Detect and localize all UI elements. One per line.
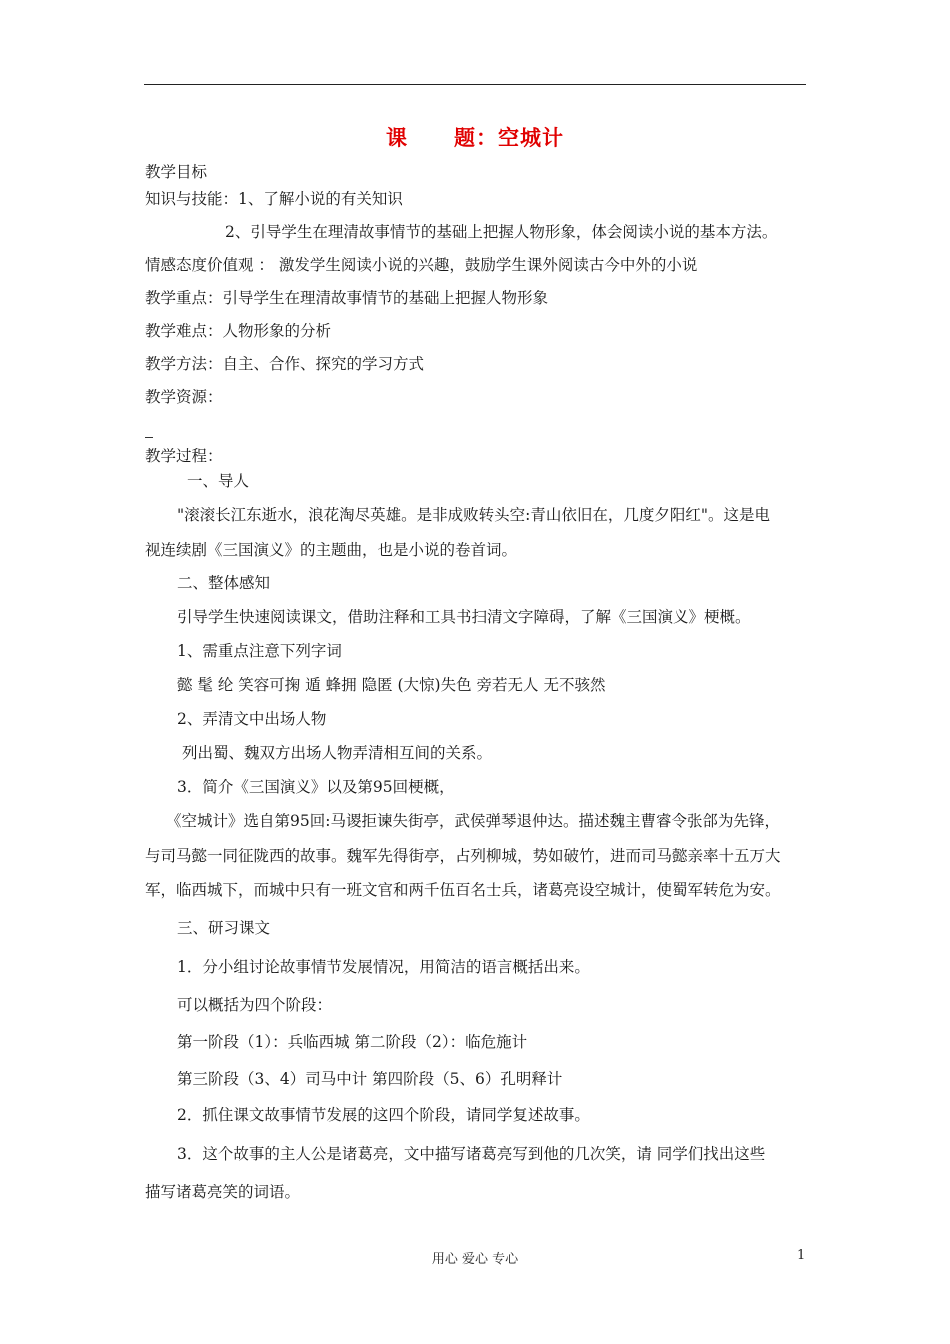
knowledge-skills-line: 知识与技能：1、了解小说的有关知识 — [145, 190, 403, 208]
study-item-1: 1．分小组讨论故事情节发展情况，用简洁的语言概括出来。 — [177, 958, 590, 976]
knowledge-skills-line-2: 2、引导学生在理清故事情节的基础上把握人物形象，体会阅读小说的基本方法。 — [225, 223, 778, 241]
study-item-3-line-2: 描写诸葛亮笑的词语。 — [145, 1183, 301, 1201]
page-number: 1 — [797, 1248, 806, 1263]
blank-dash — [145, 437, 153, 438]
footer-motto: 用心 爱心 专心 — [431, 1252, 519, 1267]
teaching-focus-line: 教学重点：引导学生在理清故事情节的基础上把握人物形象 — [145, 289, 549, 307]
study-item-3-line-1: 3．这个故事的主人公是诸葛亮，文中描写诸葛亮写到他的几次笑，请 同学们找出这些 — [177, 1145, 766, 1163]
study-stages-row-1: 第一阶段（1）：兵临西城 第二阶段（2）：临危施计 — [177, 1033, 528, 1051]
emotion-values-line: 情感态度价值观 ： 激发学生阅读小说的兴趣，鼓励学生课外阅读古今中外的小说 — [145, 256, 698, 274]
teaching-resources-line: 教学资源： — [145, 388, 223, 406]
study-stages-intro: 可以概括为四个阶段： — [177, 996, 333, 1014]
paragraph-overview: 引导学生快速阅读课文，借助注释和工具书扫清文字障碍，了解《三国演义》梗概。 — [177, 608, 751, 626]
teaching-process-heading: 教学过程： — [145, 447, 223, 465]
study-stages-row-2: 第三阶段（3、4）司马中计 第四阶段（5、6）孔明释计 — [177, 1070, 563, 1088]
paragraph-summary-line-2: 与司马懿一同征陇西的故事。魏军先得街亭，占列柳城，势如破竹，进而司马懿亲率十五万大 — [145, 847, 781, 865]
vocabulary-list: 懿 髦 纶 笑容可掬 遁 蜂拥 隐匿 (大惊)失色 旁若无人 无不骇然 — [177, 676, 606, 694]
section-heading-objectives: 教学目标 — [145, 163, 208, 181]
section-overview-heading: 二、整体感知 — [177, 574, 271, 592]
teaching-difficulty-line: 教学难点：人物形象的分析 — [145, 322, 332, 340]
page-title — [0, 122, 950, 152]
section-study-heading: 三、研习课文 — [177, 919, 271, 937]
paragraph-summary-line-3: 军，临西城下，而城中只有一班文官和两千伍百名士兵，诸葛亮设空城计，使蜀军转危为安。 — [145, 881, 781, 899]
section-intro-heading: 一、导人 — [187, 472, 250, 490]
title-part-2: 题：空城计 — [454, 125, 564, 150]
paragraph-intro-line-1: "滚滚长江东逝水，浪花淘尽英雄。是非成败转头空:青山依旧在，几度夕阳红"。这是电 — [177, 506, 770, 524]
teaching-method-line: 教学方法：自主、合作、探究的学习方式 — [145, 355, 425, 373]
title-part-1: 课 — [386, 125, 408, 150]
header-rule — [144, 84, 806, 85]
item-summary-heading: 3．简介《三国演义》以及第95回梗概， — [177, 778, 455, 796]
study-item-2: 2．抓住课文故事情节发展的这四个阶段，请同学复述故事。 — [177, 1106, 590, 1124]
paragraph-characters: 列出蜀、魏双方出场人物弄清相互间的关系。 — [182, 744, 493, 762]
item-vocabulary-heading: 1、需重点注意下列字词 — [177, 642, 342, 660]
item-characters-heading: 2、弄清文中出场人物 — [177, 710, 327, 728]
paragraph-summary-line-1: 《空城计》选自第95回:马谡拒谏失街亭，武侯弹琴退仲达。描述魏主曹睿令张郃为先锋， — [166, 812, 780, 830]
paragraph-intro-line-2: 视连续剧《三国演义》的主题曲，也是小说的卷首词。 — [145, 541, 518, 559]
